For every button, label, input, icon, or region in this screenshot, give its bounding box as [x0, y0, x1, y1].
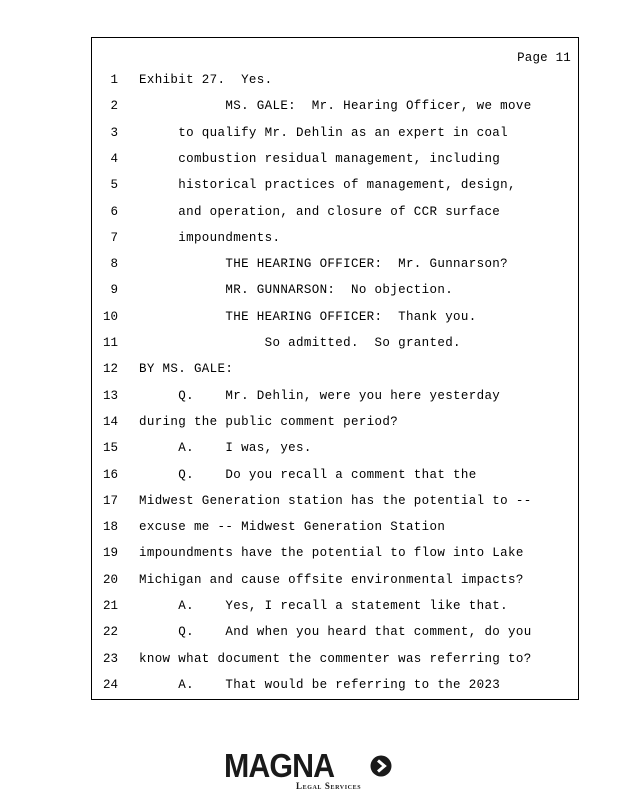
line-number: 4 — [110, 151, 118, 166]
line-text: THE HEARING OFFICER: Thank you. — [139, 309, 477, 324]
line-number: 1 — [110, 73, 118, 87]
line-number: 2 — [110, 99, 118, 114]
magna-logo — [224, 748, 399, 793]
chevron-right-circle-icon — [370, 755, 392, 777]
transcript-line — [92, 465, 578, 485]
transcript-line — [92, 254, 578, 274]
line-text: Michigan and cause offsite environmental impacts? — [139, 572, 524, 587]
line-text: BY MS. GALE: — [139, 362, 234, 377]
line-number: 14 — [102, 414, 118, 429]
line-number: 11 — [102, 336, 118, 350]
line-number: 24 — [102, 677, 118, 692]
transcript-page — [91, 37, 579, 700]
transcript-line — [92, 386, 578, 406]
line-number: 6 — [110, 204, 118, 219]
transcript-line — [92, 202, 578, 222]
line-text: Q. Mr. Dehlin, were you here yesterday — [139, 388, 501, 403]
transcript-line — [92, 543, 578, 563]
line-number: 5 — [110, 178, 118, 193]
line-text: to qualify Mr. Dehlin as an expert in coal — [139, 125, 509, 140]
transcript-line — [92, 675, 578, 695]
line-number: 10 — [102, 309, 118, 324]
transcript-line — [92, 491, 578, 511]
transcript-line — [92, 517, 578, 537]
line-text: impoundments. — [139, 230, 281, 245]
line-number: 7 — [110, 230, 118, 245]
transcript-line — [92, 149, 578, 169]
transcript-line — [92, 228, 578, 248]
line-text: impoundments have the potential to flow into Lake — [139, 546, 524, 561]
transcript-line — [92, 123, 578, 143]
line-text: MR. GUNNARSON: No objection. — [139, 283, 454, 298]
line-number: 8 — [110, 257, 118, 272]
line-number: 21 — [102, 599, 118, 613]
line-number: 19 — [102, 546, 118, 561]
line-text: during the public comment period? — [139, 414, 399, 429]
line-text: historical practices of management, design, — [139, 178, 516, 193]
transcript-line — [92, 412, 578, 432]
transcript-line — [92, 596, 578, 616]
line-text: excuse me -- Midwest Generation Station — [139, 520, 446, 535]
transcript-line — [92, 438, 578, 458]
line-text: Q. Do you recall a comment that the — [139, 467, 477, 482]
transcript-line — [92, 96, 578, 116]
line-number: 12 — [102, 362, 118, 377]
transcript-line — [92, 333, 578, 353]
line-text: A. I was, yes. — [139, 441, 312, 456]
line-number: 20 — [102, 572, 118, 587]
line-number: 16 — [102, 467, 118, 482]
transcript-line — [92, 175, 578, 195]
line-text: Q. And when you heard that comment, do you — [139, 625, 532, 640]
line-text: MS. GALE: Mr. Hearing Officer, we move — [139, 99, 532, 114]
transcript-line — [92, 622, 578, 642]
line-text: Exhibit 27. Yes. — [139, 73, 273, 87]
line-text: THE HEARING OFFICER: Mr. Gunnarson? — [139, 257, 509, 272]
transcript-line — [92, 280, 578, 300]
transcript-line — [92, 570, 578, 590]
line-number: 22 — [102, 625, 118, 640]
transcript-line — [92, 70, 578, 90]
line-text: A. Yes, I recall a statement like that. — [139, 599, 509, 613]
logo-subtitle: Legal Services — [296, 781, 362, 791]
page-number: Page 11 — [517, 51, 571, 65]
line-text: know what document the commenter was referring to? — [139, 651, 532, 666]
transcript-line — [92, 649, 578, 669]
line-text: A. That would be referring to the 2023 — [139, 677, 501, 692]
line-text: and operation, and closure of CCR surface — [139, 204, 501, 219]
transcript-line — [92, 307, 578, 327]
line-number: 13 — [102, 388, 118, 403]
line-text: Midwest Generation station has the potential to -- — [139, 493, 532, 508]
line-text: combustion residual management, including — [139, 151, 501, 166]
transcript-line — [92, 359, 578, 379]
line-number: 18 — [102, 520, 118, 535]
line-number: 23 — [102, 651, 118, 666]
line-number: 9 — [110, 283, 118, 298]
logo-wordmark: MAGNA — [224, 747, 335, 784]
line-number: 3 — [110, 125, 118, 140]
line-number: 15 — [102, 441, 118, 456]
line-number: 17 — [102, 493, 118, 508]
line-text: So admitted. So granted. — [139, 336, 461, 350]
